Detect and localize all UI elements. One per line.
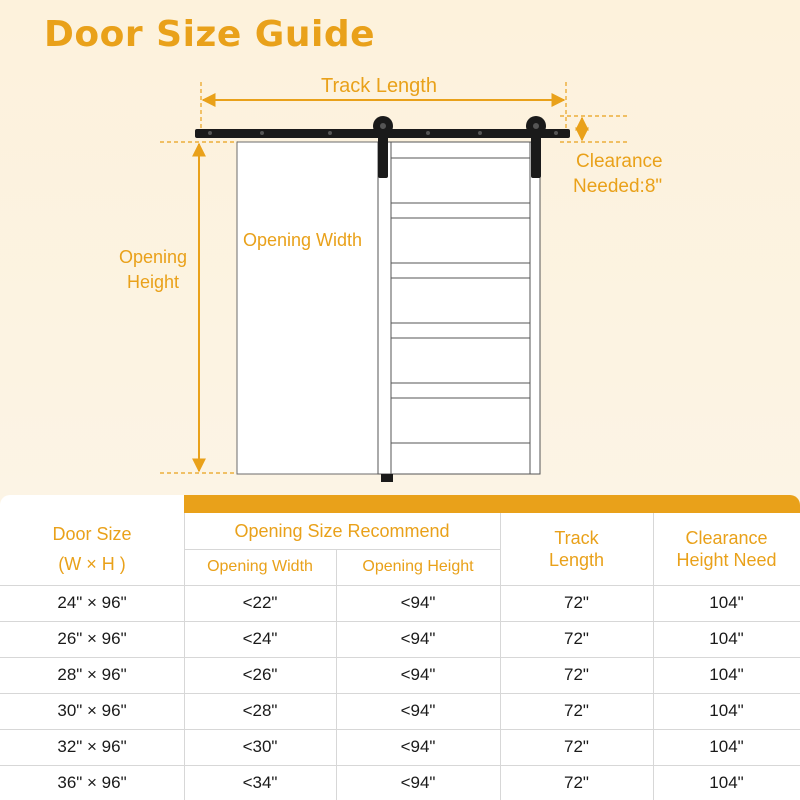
table-header-strip [184,495,800,513]
size-table [0,495,800,800]
table-row: 28" × 96" <26" <94" 72" 104" [57,665,744,684]
table-row: 36" × 96" <34" <94" 72" 104" [57,773,744,792]
page-title: Door Size Guide [44,14,376,55]
table-row: 30" × 96" <28" <94" 72" 104" [57,701,744,720]
col-track-length: Track Length [548,528,605,570]
col-door-size: Door Size (W × H ) [52,524,132,574]
opening-height-label-line2: Height [126,272,180,292]
track-length-label: Track Length [321,75,437,97]
col-clearance-height: Clearance Height Need [676,528,777,570]
clearance-label-line2: Needed:8" [573,176,663,197]
table-row: 26" × 96" <24" <94" 72" 104" [57,629,744,648]
opening-height-label-line1: Opening [118,247,188,267]
barn-door [378,142,540,482]
opening-width-label: Opening Width [243,230,363,250]
clearance-label-line1: Clearance [576,151,663,172]
floor-guide-icon [381,474,393,482]
table-row: 24" × 96" <22" <94" 72" 104" [57,593,744,612]
col-group-opening: Opening Size Recommend [234,521,450,541]
wall-opening [237,142,387,474]
col-opening-height: Opening Height [362,558,474,575]
col-opening-width: Opening Width [207,558,313,575]
table-row: 32" × 96" <30" <94" 72" 104" [57,737,744,756]
